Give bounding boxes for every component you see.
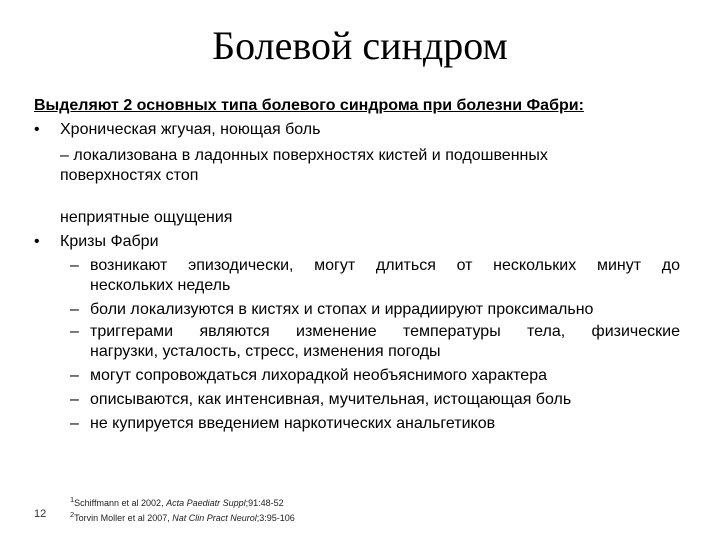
intro-line: [34, 96, 684, 116]
dash-mark: –: [70, 367, 79, 384]
footnote-2: $^2$Torvin Moller et al 2007, Nat Clin Pract Neurol;3:95-106: [70, 510, 295, 523]
crisis-item-1-line-1: возникают эпизодически, могут длиться от нескольких минут до: [90, 257, 680, 274]
bullet-crises-label: Кризы Фабри: [60, 233, 159, 250]
dash-mark: –: [70, 391, 79, 408]
intro-text: Выделяют 2 основных типа болевого синдрома при болезни Фабри:: [34, 97, 584, 114]
page-number: 12: [34, 508, 47, 520]
crisis-item-3-line-2: нагрузки, усталость, стресс, изменения погоды: [90, 343, 441, 360]
crisis-item-2-line-1: боли локализуются в кистях и стопах и иррадиируют проксимально: [90, 301, 594, 318]
dash-mark: –: [70, 323, 79, 340]
dash-mark: –: [70, 257, 79, 274]
chronic-line-2: поверхностях стоп: [60, 167, 199, 184]
bullet-mark: •: [34, 233, 40, 250]
footnote-1: $^1$Schiffmann et al 2002, Acta Paediatr Suppl;91:48-52: [70, 495, 284, 508]
crisis-item-6-line-1: не купируется введением наркотических анальгетиков: [90, 415, 496, 432]
chronic-line-3: неприятные ощущения: [60, 209, 233, 226]
crisis-item-1-line-2: нескольких недель: [90, 277, 231, 294]
crisis-item-4-line-1: могут сопровождаться лихорадкой необъяснимого характера: [90, 367, 547, 384]
crisis-item-5-line-1: описываются, как интенсивная, мучительная, истощающая боль: [90, 391, 572, 408]
footnotes: [70, 494, 295, 524]
bullet-chronic-label: Хроническая жгучая, ноющая боль: [60, 121, 321, 138]
crisis-item-3-line-1: триггерами являются изменение температуры тела, физические: [90, 323, 680, 340]
dash-mark: –: [70, 301, 79, 318]
slide-title: Болевой синдром: [212, 23, 508, 68]
bullet-mark: •: [34, 121, 40, 138]
dash-mark: –: [70, 415, 79, 432]
chronic-line-1: – локализована в ладонных поверхностях кистей и подошвенных: [60, 147, 548, 164]
